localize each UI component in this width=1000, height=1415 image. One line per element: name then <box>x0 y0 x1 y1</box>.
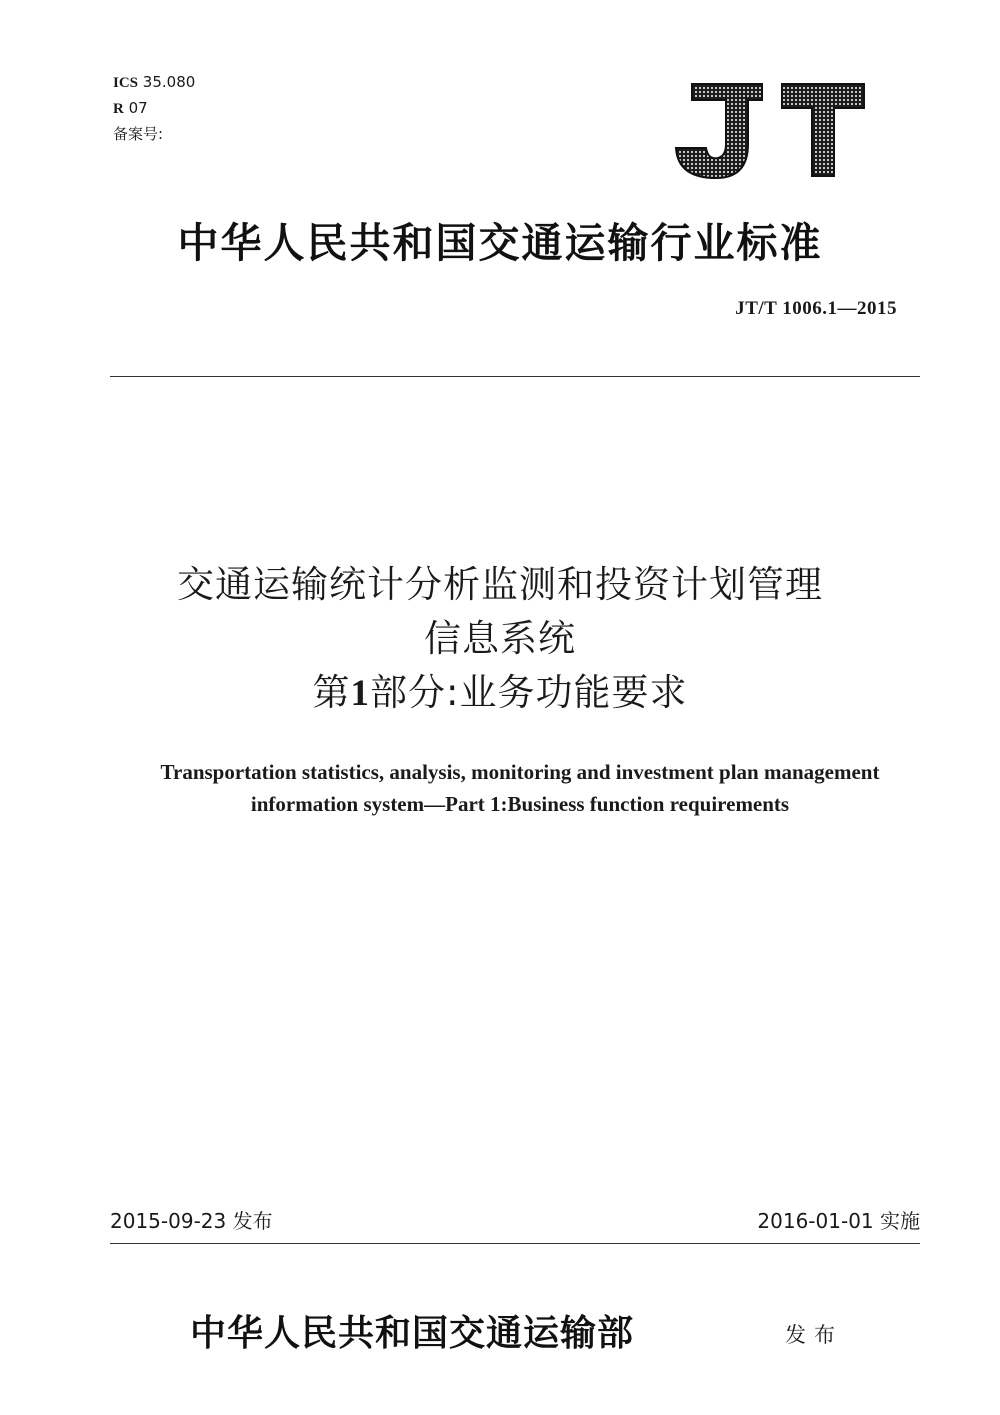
part-prefix: 第 <box>312 671 351 714</box>
jt-logo <box>670 78 870 182</box>
ics-number: 35.080 <box>142 73 196 91</box>
chinese-title-line-1: 交通运输统计分析监测和投资计划管理 <box>177 563 823 606</box>
top-divider <box>110 376 920 377</box>
bottom-divider <box>110 1243 920 1244</box>
english-title-line-1: Transportation statistics, analysis, monitoring and investment plan management <box>160 760 880 784</box>
ics-code: ICS 35.080 <box>113 73 196 91</box>
issuing-authority: 中华人民共和国交通运输部 <box>190 1312 635 1354</box>
standard-number: JT/T 1006.1—2015 <box>735 298 897 319</box>
record-number-label: 备案号: <box>113 125 164 143</box>
chinese-title-line-2: 信息系统 <box>424 617 576 660</box>
industry-standard-title: 中华人民共和国交通运输行业标准 <box>177 219 823 267</box>
chinese-title-line-3 <box>0 666 1000 721</box>
issue-label: 发布 <box>785 1323 843 1347</box>
implementation-date: 2016-01-01 实施 <box>757 1209 920 1233</box>
english-title-line-2: information system—Part 1:Business function requirements <box>250 792 790 816</box>
classification-block <box>113 70 195 147</box>
part-number: 1 <box>350 673 371 714</box>
ccs-number: 07 <box>128 99 148 117</box>
ccs-code: R 07 <box>113 99 148 117</box>
issue-date: 2015-09-23 发布 <box>110 1209 273 1233</box>
part-title: 部分:业务功能要求 <box>370 671 688 714</box>
